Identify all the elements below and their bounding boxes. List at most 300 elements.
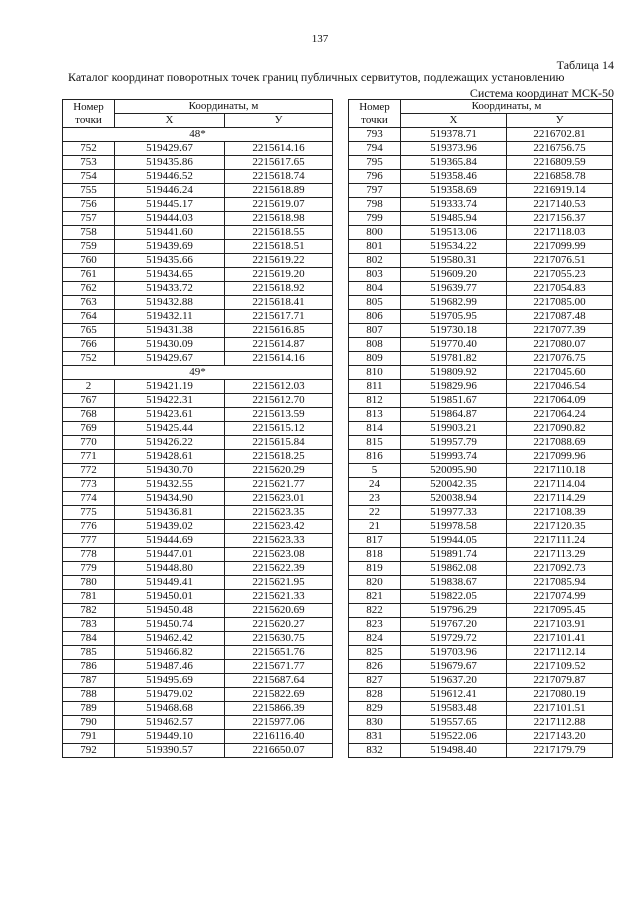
point-number-cell: 822 xyxy=(349,604,401,618)
y-coordinate-cell: 2215621.95 xyxy=(225,576,333,590)
point-number-cell: 811 xyxy=(349,380,401,394)
x-coordinate-cell: 519903.21 xyxy=(401,422,507,436)
table-row xyxy=(63,520,333,534)
table-row xyxy=(349,380,613,394)
coordinate-system-label: Система координат МСК-50 xyxy=(469,86,614,100)
point-number-cell: 798 xyxy=(349,198,401,212)
y-coordinate-cell: 2217108.39 xyxy=(507,506,613,520)
table-row xyxy=(349,128,613,142)
x-coordinate-cell: 519822.05 xyxy=(401,590,507,604)
table-row xyxy=(63,394,333,408)
x-coordinate-cell: 519978.58 xyxy=(401,520,507,534)
table-row xyxy=(63,464,333,478)
x-coordinate-cell: 519429.67 xyxy=(115,352,225,366)
table-row xyxy=(63,674,333,688)
x-coordinate-cell: 519770.40 xyxy=(401,338,507,352)
x-coordinate-cell: 519838.67 xyxy=(401,576,507,590)
table-row xyxy=(63,142,333,156)
point-number-cell: 807 xyxy=(349,324,401,338)
point-number-cell: 5 xyxy=(349,464,401,478)
y-coordinate-cell: 2215622.39 xyxy=(225,562,333,576)
table-row xyxy=(63,604,333,618)
point-number-cell: 789 xyxy=(63,702,115,716)
point-number-cell: 780 xyxy=(63,576,115,590)
y-coordinate-cell: 2217080.19 xyxy=(507,688,613,702)
point-number-cell: 816 xyxy=(349,450,401,464)
y-coordinate-cell: 2215618.55 xyxy=(225,226,333,240)
point-number-cell: 825 xyxy=(349,646,401,660)
y-coordinate-cell: 2215613.59 xyxy=(225,408,333,422)
header-point-number: Номер точки xyxy=(349,100,401,128)
y-coordinate-cell: 2217055.23 xyxy=(507,268,613,282)
y-coordinate-cell: 2215614.87 xyxy=(225,338,333,352)
x-coordinate-cell: 519796.29 xyxy=(401,604,507,618)
x-coordinate-cell: 519450.74 xyxy=(115,618,225,632)
table-row xyxy=(63,562,333,576)
x-coordinate-cell: 519957.79 xyxy=(401,436,507,450)
point-number-cell: 787 xyxy=(63,674,115,688)
x-coordinate-cell: 519993.74 xyxy=(401,450,507,464)
x-coordinate-cell: 519609.20 xyxy=(401,268,507,282)
y-coordinate-cell: 2215623.42 xyxy=(225,520,333,534)
point-number-cell: 828 xyxy=(349,688,401,702)
x-coordinate-cell: 519358.69 xyxy=(401,184,507,198)
table-row xyxy=(63,744,333,758)
point-number-cell: 819 xyxy=(349,562,401,576)
table-row xyxy=(63,422,333,436)
x-coordinate-cell: 519450.01 xyxy=(115,590,225,604)
x-coordinate-cell: 519679.67 xyxy=(401,660,507,674)
point-number-cell: 799 xyxy=(349,212,401,226)
point-number-cell: 815 xyxy=(349,436,401,450)
table-row xyxy=(63,660,333,674)
y-coordinate-cell: 2215618.98 xyxy=(225,212,333,226)
x-coordinate-cell: 519809.92 xyxy=(401,366,507,380)
x-coordinate-cell: 519425.44 xyxy=(115,422,225,436)
x-coordinate-cell: 519444.03 xyxy=(115,212,225,226)
table-row xyxy=(349,506,613,520)
y-coordinate-cell: 2217074.99 xyxy=(507,590,613,604)
table-row xyxy=(349,170,613,184)
table-row xyxy=(63,184,333,198)
group-label: 48* xyxy=(63,128,333,142)
point-number-cell: 793 xyxy=(349,128,401,142)
x-coordinate-cell: 519557.65 xyxy=(401,716,507,730)
header-x: X xyxy=(401,114,507,128)
x-coordinate-cell: 519441.60 xyxy=(115,226,225,240)
x-coordinate-cell: 519479.02 xyxy=(115,688,225,702)
x-coordinate-cell: 519522.06 xyxy=(401,730,507,744)
y-coordinate-cell: 2217101.41 xyxy=(507,632,613,646)
y-coordinate-cell: 2215866.39 xyxy=(225,702,333,716)
y-coordinate-cell: 2215617.71 xyxy=(225,310,333,324)
y-coordinate-cell: 2216650.07 xyxy=(225,744,333,758)
point-number-cell: 782 xyxy=(63,604,115,618)
table-row xyxy=(63,338,333,352)
table-row xyxy=(349,366,613,380)
y-coordinate-cell: 2215614.16 xyxy=(225,352,333,366)
table-row xyxy=(63,408,333,422)
x-coordinate-cell: 519449.10 xyxy=(115,730,225,744)
table-row xyxy=(349,142,613,156)
y-coordinate-cell: 2217103.91 xyxy=(507,618,613,632)
table-row xyxy=(63,310,333,324)
x-coordinate-cell: 519421.19 xyxy=(115,380,225,394)
table-caption: Каталог координат поворотных точек границ публичных сервитутов, подлежащих установлению xyxy=(68,70,565,84)
y-coordinate-cell: 2217120.35 xyxy=(507,520,613,534)
y-coordinate-cell: 2215619.07 xyxy=(225,198,333,212)
x-coordinate-cell: 519485.94 xyxy=(401,212,507,226)
point-number-cell: 804 xyxy=(349,282,401,296)
point-number-cell: 759 xyxy=(63,240,115,254)
table-row xyxy=(63,730,333,744)
point-number-cell: 757 xyxy=(63,212,115,226)
table-row xyxy=(349,478,613,492)
x-coordinate-cell: 519378.71 xyxy=(401,128,507,142)
y-coordinate-cell: 2215614.16 xyxy=(225,142,333,156)
x-coordinate-cell: 519462.57 xyxy=(115,716,225,730)
y-coordinate-cell: 2215623.01 xyxy=(225,492,333,506)
point-number-cell: 808 xyxy=(349,338,401,352)
table-row xyxy=(349,548,613,562)
point-number-cell: 754 xyxy=(63,170,115,184)
x-coordinate-cell: 519781.82 xyxy=(401,352,507,366)
table-row xyxy=(63,576,333,590)
table-row xyxy=(349,296,613,310)
point-number-cell: 794 xyxy=(349,142,401,156)
x-coordinate-cell: 519445.17 xyxy=(115,198,225,212)
y-coordinate-cell: 2215618.74 xyxy=(225,170,333,184)
point-number-cell: 769 xyxy=(63,422,115,436)
table-row xyxy=(349,184,613,198)
point-number-cell: 800 xyxy=(349,226,401,240)
point-number-cell: 827 xyxy=(349,674,401,688)
point-number-cell: 818 xyxy=(349,548,401,562)
point-number-cell: 805 xyxy=(349,296,401,310)
point-number-cell: 785 xyxy=(63,646,115,660)
table-row xyxy=(349,324,613,338)
table-row xyxy=(349,618,613,632)
x-coordinate-cell: 519580.31 xyxy=(401,254,507,268)
point-number-cell: 830 xyxy=(349,716,401,730)
point-number-cell: 814 xyxy=(349,422,401,436)
table-row xyxy=(349,310,613,324)
point-number-cell: 756 xyxy=(63,198,115,212)
point-number-cell: 829 xyxy=(349,702,401,716)
x-coordinate-cell: 519637.20 xyxy=(401,674,507,688)
x-coordinate-cell: 519944.05 xyxy=(401,534,507,548)
point-number-cell: 775 xyxy=(63,506,115,520)
point-number-cell: 758 xyxy=(63,226,115,240)
y-coordinate-cell: 2217076.75 xyxy=(507,352,613,366)
table-row xyxy=(349,226,613,240)
y-coordinate-cell: 2215618.41 xyxy=(225,296,333,310)
x-coordinate-cell: 519365.84 xyxy=(401,156,507,170)
point-number-cell: 783 xyxy=(63,618,115,632)
y-coordinate-cell: 2215615.12 xyxy=(225,422,333,436)
x-coordinate-cell: 519891.74 xyxy=(401,548,507,562)
point-number-cell: 779 xyxy=(63,562,115,576)
point-number-cell: 832 xyxy=(349,744,401,758)
table-row xyxy=(63,352,333,366)
y-coordinate-cell: 2217080.07 xyxy=(507,338,613,352)
table-row xyxy=(349,408,613,422)
x-coordinate-cell: 519431.38 xyxy=(115,324,225,338)
y-coordinate-cell: 2217179.79 xyxy=(507,744,613,758)
y-coordinate-cell: 2215687.64 xyxy=(225,674,333,688)
table-row xyxy=(63,380,333,394)
x-coordinate-cell: 520042.35 xyxy=(401,478,507,492)
point-number-cell: 820 xyxy=(349,576,401,590)
x-coordinate-cell: 519448.80 xyxy=(115,562,225,576)
y-coordinate-cell: 2216919.14 xyxy=(507,184,613,198)
y-coordinate-cell: 2216858.78 xyxy=(507,170,613,184)
point-number-cell: 790 xyxy=(63,716,115,730)
x-coordinate-cell: 519435.66 xyxy=(115,254,225,268)
y-coordinate-cell: 2217046.54 xyxy=(507,380,613,394)
x-coordinate-cell: 519583.48 xyxy=(401,702,507,716)
x-coordinate-cell: 519333.74 xyxy=(401,198,507,212)
x-coordinate-cell: 519462.42 xyxy=(115,632,225,646)
x-coordinate-cell: 519534.22 xyxy=(401,240,507,254)
point-number-cell: 784 xyxy=(63,632,115,646)
y-coordinate-cell: 2217064.09 xyxy=(507,394,613,408)
table-row xyxy=(349,562,613,576)
y-coordinate-cell: 2217092.73 xyxy=(507,562,613,576)
table-row xyxy=(63,268,333,282)
x-coordinate-cell: 519422.31 xyxy=(115,394,225,408)
y-coordinate-cell: 2217077.39 xyxy=(507,324,613,338)
x-coordinate-cell: 519487.46 xyxy=(115,660,225,674)
table-row xyxy=(349,436,613,450)
point-number-cell: 762 xyxy=(63,282,115,296)
point-number-cell: 768 xyxy=(63,408,115,422)
x-coordinate-cell: 519444.69 xyxy=(115,534,225,548)
y-coordinate-cell: 2215618.51 xyxy=(225,240,333,254)
point-number-cell: 776 xyxy=(63,520,115,534)
x-coordinate-cell: 519977.33 xyxy=(401,506,507,520)
y-coordinate-cell: 2217113.29 xyxy=(507,548,613,562)
table-row xyxy=(349,660,613,674)
y-coordinate-cell: 2217087.48 xyxy=(507,310,613,324)
y-coordinate-cell: 2215623.33 xyxy=(225,534,333,548)
table-row xyxy=(63,590,333,604)
x-coordinate-cell: 519639.77 xyxy=(401,282,507,296)
point-number-cell: 22 xyxy=(349,506,401,520)
table-row xyxy=(63,170,333,184)
y-coordinate-cell: 2216756.75 xyxy=(507,142,613,156)
x-coordinate-cell: 519495.69 xyxy=(115,674,225,688)
y-coordinate-cell: 2217101.51 xyxy=(507,702,613,716)
x-coordinate-cell: 519358.46 xyxy=(401,170,507,184)
x-coordinate-cell: 520038.94 xyxy=(401,492,507,506)
point-number-cell: 806 xyxy=(349,310,401,324)
point-number-cell: 24 xyxy=(349,478,401,492)
table-row xyxy=(63,548,333,562)
table-row xyxy=(63,702,333,716)
table-row xyxy=(349,338,613,352)
table-row xyxy=(349,688,613,702)
y-coordinate-cell: 2217140.53 xyxy=(507,198,613,212)
point-number-cell: 823 xyxy=(349,618,401,632)
table-row xyxy=(349,604,613,618)
point-number-cell: 2 xyxy=(63,380,115,394)
table-row xyxy=(63,716,333,730)
y-coordinate-cell: 2215822.69 xyxy=(225,688,333,702)
table-row xyxy=(349,632,613,646)
point-number-cell: 23 xyxy=(349,492,401,506)
table-row xyxy=(349,464,613,478)
header-y: У xyxy=(507,114,613,128)
point-number-cell: 752 xyxy=(63,142,115,156)
y-coordinate-cell: 2215651.76 xyxy=(225,646,333,660)
y-coordinate-cell: 2217064.24 xyxy=(507,408,613,422)
x-coordinate-cell: 519612.41 xyxy=(401,688,507,702)
point-number-cell: 786 xyxy=(63,660,115,674)
y-coordinate-cell: 2215623.35 xyxy=(225,506,333,520)
point-number-cell: 781 xyxy=(63,590,115,604)
y-coordinate-cell: 2215619.20 xyxy=(225,268,333,282)
y-coordinate-cell: 2215612.03 xyxy=(225,380,333,394)
y-coordinate-cell: 2215623.08 xyxy=(225,548,333,562)
y-coordinate-cell: 2215618.89 xyxy=(225,184,333,198)
table-row xyxy=(349,240,613,254)
point-number-cell: 774 xyxy=(63,492,115,506)
point-number-cell: 772 xyxy=(63,464,115,478)
x-coordinate-cell: 519390.57 xyxy=(115,744,225,758)
y-coordinate-cell: 2217099.99 xyxy=(507,240,613,254)
y-coordinate-cell: 2217110.18 xyxy=(507,464,613,478)
point-number-cell: 773 xyxy=(63,478,115,492)
table-row xyxy=(349,198,613,212)
table-row xyxy=(349,394,613,408)
table-row xyxy=(349,254,613,268)
x-coordinate-cell: 519426.22 xyxy=(115,436,225,450)
point-number-cell: 765 xyxy=(63,324,115,338)
point-number-cell: 791 xyxy=(63,730,115,744)
y-coordinate-cell: 2217076.51 xyxy=(507,254,613,268)
point-number-cell: 764 xyxy=(63,310,115,324)
point-number-cell: 801 xyxy=(349,240,401,254)
point-number-cell: 802 xyxy=(349,254,401,268)
x-coordinate-cell: 519864.87 xyxy=(401,408,507,422)
table-row xyxy=(63,226,333,240)
header-x: X xyxy=(115,114,225,128)
table-row xyxy=(349,268,613,282)
point-number-cell: 752 xyxy=(63,352,115,366)
y-coordinate-cell: 2217109.52 xyxy=(507,660,613,674)
table-row xyxy=(349,450,613,464)
point-number-cell: 826 xyxy=(349,660,401,674)
y-coordinate-cell: 2216809.59 xyxy=(507,156,613,170)
table-row xyxy=(63,436,333,450)
table-row xyxy=(63,198,333,212)
table-row xyxy=(349,702,613,716)
table-row xyxy=(349,352,613,366)
point-number-cell: 813 xyxy=(349,408,401,422)
y-coordinate-cell: 2217079.87 xyxy=(507,674,613,688)
x-coordinate-cell: 519428.61 xyxy=(115,450,225,464)
header-y: У xyxy=(225,114,333,128)
table-row xyxy=(349,422,613,436)
x-coordinate-cell: 519851.67 xyxy=(401,394,507,408)
table-row xyxy=(349,534,613,548)
x-coordinate-cell: 519447.01 xyxy=(115,548,225,562)
table-row xyxy=(349,282,613,296)
point-number-cell: 763 xyxy=(63,296,115,310)
y-coordinate-cell: 2215671.77 xyxy=(225,660,333,674)
x-coordinate-cell: 519373.96 xyxy=(401,142,507,156)
y-coordinate-cell: 2217085.00 xyxy=(507,296,613,310)
table-row xyxy=(349,716,613,730)
y-coordinate-cell: 2217095.45 xyxy=(507,604,613,618)
point-number-cell: 821 xyxy=(349,590,401,604)
y-coordinate-cell: 2216116.40 xyxy=(225,730,333,744)
point-number-cell: 795 xyxy=(349,156,401,170)
point-number-cell: 803 xyxy=(349,268,401,282)
y-coordinate-cell: 2215618.92 xyxy=(225,282,333,296)
point-number-cell: 755 xyxy=(63,184,115,198)
table-row xyxy=(349,492,613,506)
x-coordinate-cell: 519730.18 xyxy=(401,324,507,338)
header-coordinates: Координаты, м xyxy=(115,100,333,114)
point-number-cell: 824 xyxy=(349,632,401,646)
table-row xyxy=(63,646,333,660)
y-coordinate-cell: 2217045.60 xyxy=(507,366,613,380)
point-number-cell: 770 xyxy=(63,436,115,450)
x-coordinate-cell: 519705.95 xyxy=(401,310,507,324)
table-row xyxy=(63,492,333,506)
group-row xyxy=(63,366,333,380)
y-coordinate-cell: 2217114.29 xyxy=(507,492,613,506)
x-coordinate-cell: 519439.02 xyxy=(115,520,225,534)
x-coordinate-cell: 519466.82 xyxy=(115,646,225,660)
table-row xyxy=(63,632,333,646)
point-number-cell: 792 xyxy=(63,744,115,758)
point-number-cell: 797 xyxy=(349,184,401,198)
point-number-cell: 753 xyxy=(63,156,115,170)
table-row xyxy=(63,240,333,254)
x-coordinate-cell: 519435.86 xyxy=(115,156,225,170)
y-coordinate-cell: 2217114.04 xyxy=(507,478,613,492)
left-table-body xyxy=(63,128,333,758)
point-number-cell: 761 xyxy=(63,268,115,282)
point-number-cell: 817 xyxy=(349,534,401,548)
x-coordinate-cell: 519434.65 xyxy=(115,268,225,282)
table-row xyxy=(63,534,333,548)
y-coordinate-cell: 2217112.14 xyxy=(507,646,613,660)
x-coordinate-cell: 519436.81 xyxy=(115,506,225,520)
page-number: 137 xyxy=(311,33,329,45)
x-coordinate-cell: 519682.99 xyxy=(401,296,507,310)
y-coordinate-cell: 2215612.70 xyxy=(225,394,333,408)
y-coordinate-cell: 2215617.65 xyxy=(225,156,333,170)
x-coordinate-cell: 519446.24 xyxy=(115,184,225,198)
y-coordinate-cell: 2215618.25 xyxy=(225,450,333,464)
y-coordinate-cell: 2217099.96 xyxy=(507,450,613,464)
table-row xyxy=(349,520,613,534)
x-coordinate-cell: 519439.69 xyxy=(115,240,225,254)
table-row xyxy=(63,296,333,310)
table-row xyxy=(63,478,333,492)
table-row xyxy=(63,506,333,520)
y-coordinate-cell: 2215620.29 xyxy=(225,464,333,478)
point-number-cell: 771 xyxy=(63,450,115,464)
y-coordinate-cell: 2217088.69 xyxy=(507,436,613,450)
y-coordinate-cell: 2217143.20 xyxy=(507,730,613,744)
point-number-cell: 810 xyxy=(349,366,401,380)
table-row xyxy=(63,450,333,464)
